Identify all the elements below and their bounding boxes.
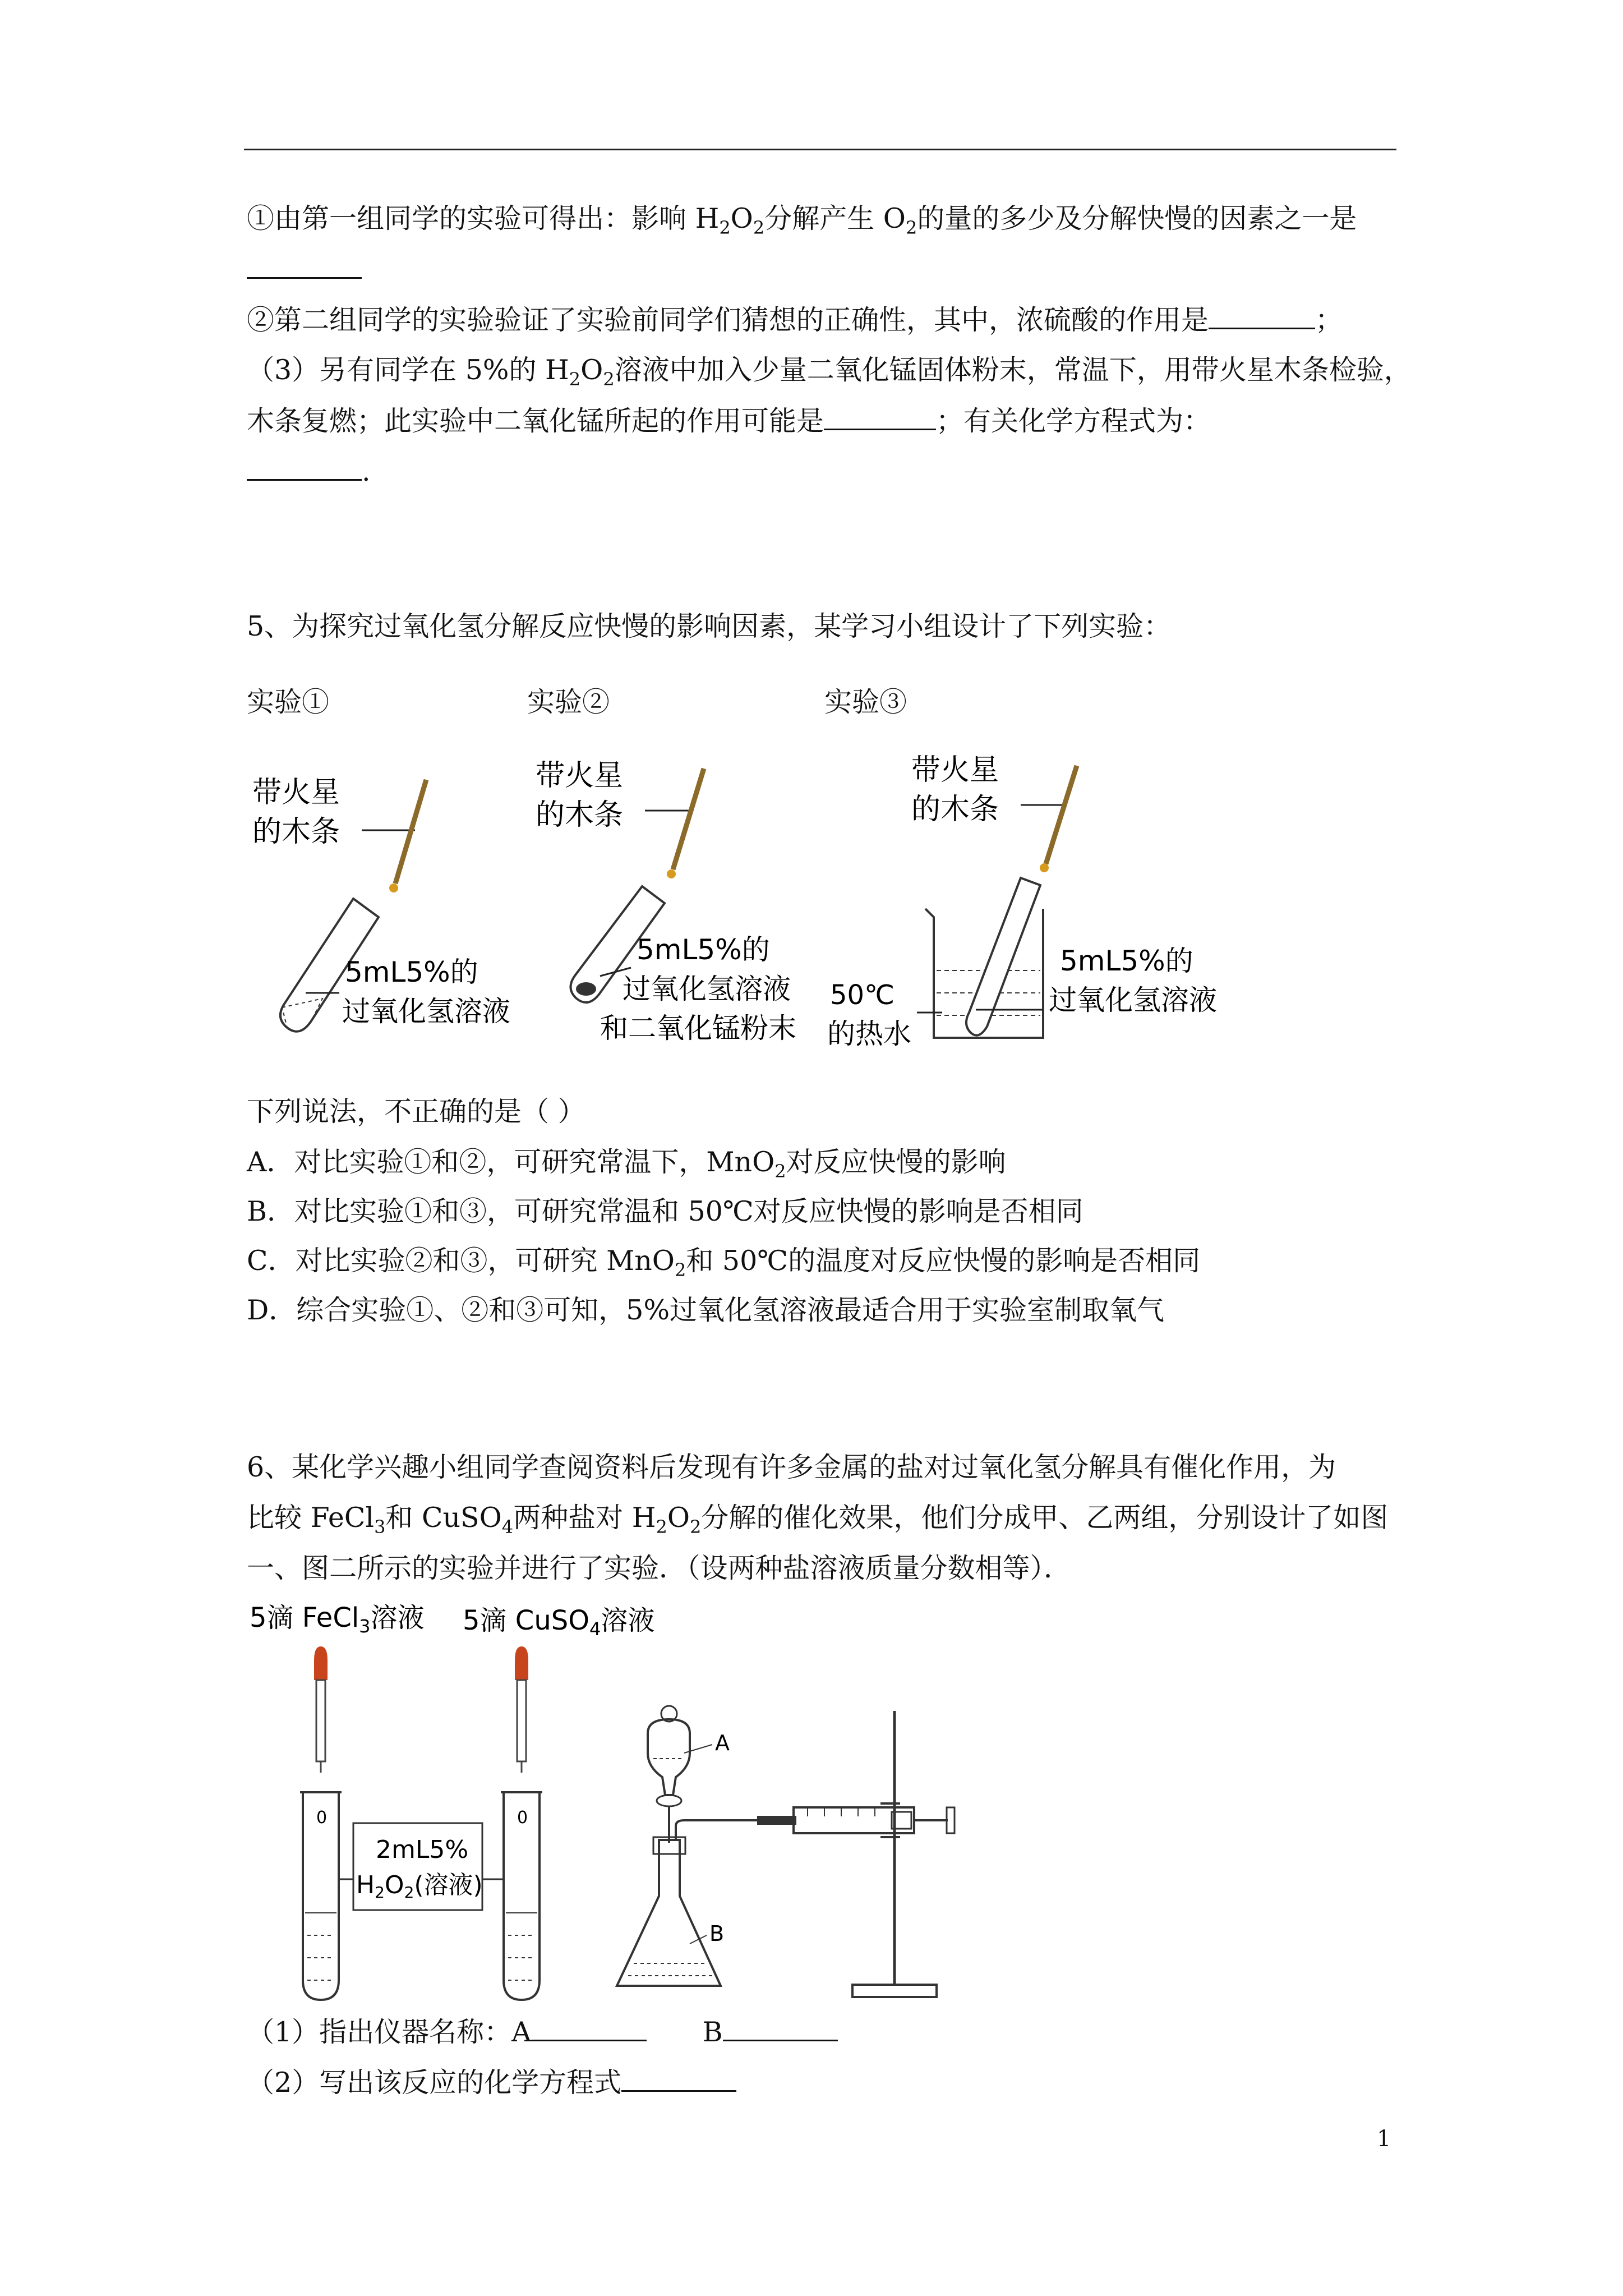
svg-text:过氧化氢溶液: 过氧化氢溶液 [623, 973, 791, 1005]
q4-line-5: . [247, 453, 371, 490]
answer-blank[interactable] [247, 453, 362, 481]
svg-text:的木条: 的木条 [536, 798, 624, 832]
q5-option-c[interactable]: C．对比实验②和③，可研究 MnO$_2$和 50℃的温度对反应快慢的影响是否相同 [247, 1245, 1201, 1281]
experiment-1-apparatus [252, 776, 510, 1032]
svg-text:0: 0 [517, 1808, 528, 1828]
answer-blank[interactable] [824, 403, 936, 430]
q6-sub-1: （1）指出仪器名称：A B [247, 2014, 838, 2050]
q5-question: 下列说法，不正确的是（ ） [247, 1096, 585, 1128]
q6-sub-2: （2）写出该反应的化学方程式 [247, 2064, 736, 2101]
answer-blank[interactable] [621, 2064, 736, 2092]
answer-blank-a[interactable] [532, 2014, 647, 2041]
header-rule [244, 149, 1396, 150]
svg-text:的木条: 的木条 [911, 793, 999, 826]
experiment-2-apparatus [536, 759, 796, 1045]
page-number: 1 [1377, 2126, 1391, 2152]
q5-option-a[interactable]: A．对比实验①和②，可研究常温下，MnO$_2$对反应快慢的影响 [247, 1146, 1006, 1182]
answer-blank[interactable] [1209, 302, 1315, 329]
svg-text:和二氧化锰粉末: 和二氧化锰粉末 [600, 1012, 796, 1045]
svg-text:50℃: 50℃ [830, 979, 895, 1011]
svg-text:5滴 CuSO4溶液: 5滴 CuSO$_4$溶液 [463, 1605, 655, 1640]
q6-line-2: 比较 FeCl$_3$和 CuSO$_4$两种盐对 $H_2O_2$分解的催化效果，他们分成甲、乙两组，分别设计了如图 [247, 1502, 1389, 1538]
svg-text:带火星: 带火星 [911, 753, 999, 787]
svg-text:带火星: 带火星 [536, 759, 624, 793]
svg-text:2mL5%: 2mL5% [376, 1835, 469, 1864]
dropper-cuso4 [515, 1646, 528, 1773]
exp-label-2: 实验② [527, 686, 610, 718]
q5-option-d[interactable]: D．综合实验①、②和③可知，5%过氧化氢溶液最适合用于实验室制取氧气 [247, 1294, 1165, 1326]
svg-text:5滴 FeCl3溶液: 5滴 FeCl$_3$溶液 [250, 1602, 425, 1637]
svg-text:0: 0 [316, 1808, 328, 1828]
svg-text:5mL5%的: 5mL5%的 [345, 956, 478, 988]
experiment-3-apparatus [827, 753, 1217, 1050]
svg-text:带火星: 带火星 [252, 776, 340, 809]
q6-line-3: 一、图二所示的实验并进行了实验．（设两种盐溶液质量分数相等）． [247, 1552, 1072, 1584]
svg-text:的热水: 的热水 [827, 1018, 911, 1050]
gas-generation-apparatus [617, 1706, 955, 1997]
experiment-figure [241, 746, 1239, 1068]
exp-label-3: 实验③ [824, 686, 907, 718]
svg-text:的木条: 的木条 [252, 815, 340, 849]
test-tube-2 [501, 1792, 542, 2000]
q4-answer-blank-1[interactable] [247, 251, 362, 288]
q4-line-1: ①由第一组同学的实验可得出：影响 $H_2O_2$分解产生 $O_2$的量的多少及分解快慢的因素之一是 [247, 203, 1357, 238]
catalyst-figure [241, 1599, 1026, 2005]
dropper-fecl3 [314, 1646, 328, 1773]
q5-stem: 5、为探究过氧化氢分解反应快慢的影响因素，某学习小组设计了下列实验： [247, 610, 1172, 642]
q6-line-1: 6、某化学兴趣小组同学查阅资料后发现有许多金属的盐对过氧化氢分解具有催化作用，为 [247, 1451, 1336, 1483]
svg-text:B: B [709, 1921, 725, 1946]
test-tube-1 [300, 1792, 342, 2000]
q4-line-4: 木条复燃；此实验中二氧化锰所起的作用可能是 ；有关化学方程式为： [247, 403, 1211, 439]
svg-text:过氧化氢溶液: 过氧化氢溶液 [342, 995, 510, 1028]
exp-label-1: 实验① [247, 686, 330, 718]
q4-line-2: ②第二组同学的实验验证了实验前同学们猜想的正确性，其中，浓硫酸的作用是 ； [247, 302, 1343, 338]
svg-text:5mL5%的: 5mL5%的 [1060, 945, 1193, 977]
svg-text:H2O2(溶液): H2O2(溶液) [356, 1871, 483, 1902]
q4-line-3: （3）另有同学在 5%的 $H_2O_2$溶液中加入少量二氧化锰固体粉末，常温下，用带火星木条检验， [247, 354, 1412, 390]
q5-option-b[interactable]: B．对比实验①和③，可研究常温和 50℃对反应快慢的影响是否相同 [247, 1195, 1083, 1227]
svg-text:A: A [715, 1731, 730, 1755]
answer-blank-b[interactable] [723, 2014, 838, 2041]
svg-text:5mL5%的: 5mL5%的 [637, 933, 770, 966]
svg-text:过氧化氢溶液: 过氧化氢溶液 [1049, 984, 1217, 1016]
